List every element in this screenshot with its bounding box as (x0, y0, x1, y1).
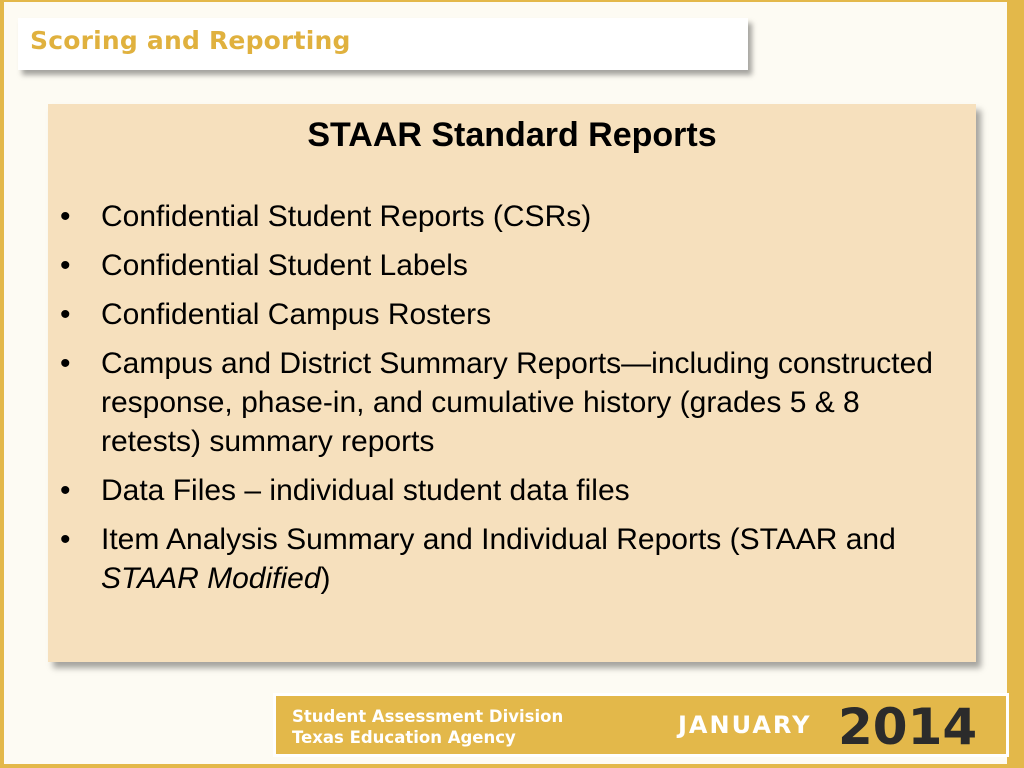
footer-division: Student Assessment Division (292, 707, 564, 726)
list-item-text: Confidential Student Labels (101, 249, 468, 282)
bullet-icon: • (60, 523, 71, 556)
list-item (60, 197, 940, 236)
bullet-icon: • (60, 200, 71, 233)
list-item-text-end: ) (320, 562, 331, 595)
list-item (60, 295, 940, 334)
list-item (60, 471, 940, 510)
list-item-text: Confidential Campus Rosters (101, 298, 492, 331)
list-item-text: Campus and District Summary Reports—including constructed response, phase-in, and cumulative history (grades 5 & 8 retests) summary reports (101, 347, 933, 458)
list-item-text-italic: STAAR Modified (101, 562, 321, 595)
report-bullet-list (60, 197, 940, 608)
list-item-text-start: Item Analysis Summary and Individual Reports (STAAR and (101, 523, 896, 556)
content-heading: STAAR Standard Reports (307, 116, 717, 154)
list-item (60, 246, 940, 285)
list-item (60, 344, 940, 461)
bullet-icon: • (60, 347, 71, 380)
list-item-text: Confidential Student Reports (CSRs) (101, 200, 592, 233)
footer-bar (276, 696, 1006, 754)
bullet-icon: • (60, 249, 71, 282)
footer-month: JANUARY (678, 711, 812, 739)
footer-agency: Texas Education Agency (292, 728, 516, 747)
bullet-icon: • (60, 298, 71, 331)
bullet-icon: • (60, 474, 71, 507)
header-bar (18, 18, 748, 70)
slide-section-title: Scoring and Reporting (30, 26, 351, 55)
list-item (60, 520, 940, 598)
list-item-text: Data Files – individual student data files (101, 474, 630, 507)
footer-year: 2014 (838, 698, 978, 756)
footer-organization (292, 706, 563, 748)
